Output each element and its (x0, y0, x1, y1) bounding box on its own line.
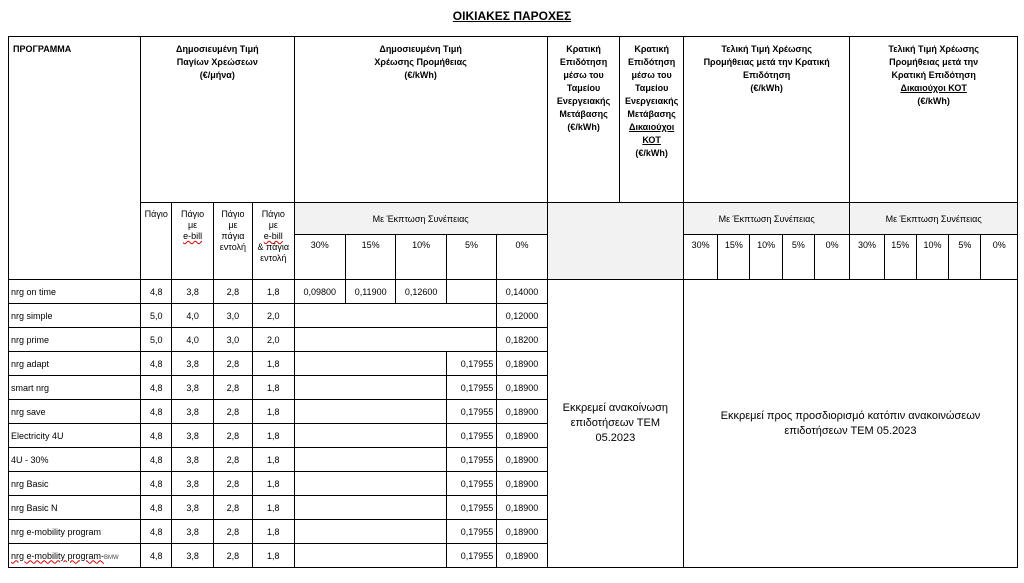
pending-subsidy-note: Εκκρεμεί ανακοίνωση επιδοτήσεων ΤΕΜ 05.2023 (547, 280, 683, 568)
price-merged-blank (294, 424, 446, 448)
discount-5-header: 5% (446, 235, 496, 280)
final-kot-discount-15-header: 15% (884, 235, 916, 280)
final-kot-discount-5-header: 5% (949, 235, 981, 280)
program-name: nrg prime (9, 328, 141, 352)
final-kot-discount-10-header: 10% (916, 235, 948, 280)
subsidy-kot-header: Κρατική Επιδότηση μέσω του Ταμείου Ενεργειακής Μετάβασης Δικαιούχοι ΚΟΤ (€/kWh) (620, 37, 684, 203)
program-name: nrg save (9, 400, 141, 424)
pagio-value: 4,8 (141, 352, 172, 376)
program-header: ΠΡΟΓΡΑΜΜΑ (9, 37, 141, 280)
price-0: 0,18900 (497, 448, 548, 472)
pagio-value: 4,8 (141, 472, 172, 496)
price-0: 0,18900 (497, 400, 548, 424)
price-5: 0,17955 (446, 352, 496, 376)
final-kot-discount-30-header: 30% (850, 235, 884, 280)
pagio-ebill-value: 3,8 (172, 448, 213, 472)
discount-30-header: 30% (294, 235, 345, 280)
pagio-both-value: 1,8 (253, 496, 294, 520)
final-discount-0-header: 0% (815, 235, 850, 280)
program-name: nrg adapt (9, 352, 141, 376)
pagio-both-value: 2,0 (253, 328, 294, 352)
pagio-ebill-value: 3,8 (172, 280, 213, 304)
pagio-entoli-value: 3,0 (213, 304, 252, 328)
price-15: 0,11900 (345, 280, 395, 304)
final-discount-15-header: 15% (718, 235, 750, 280)
price-merged-blank (294, 400, 446, 424)
program-name: nrg simple (9, 304, 141, 328)
pagio-ebill-value: 3,8 (172, 544, 213, 568)
discount-10-header: 10% (396, 235, 446, 280)
final-kot-discount-0-header: 0% (981, 235, 1018, 280)
pagio-both-value: 1,8 (253, 448, 294, 472)
final-price-kot-header: Τελική Τιμή Χρέωσης Προμήθειας μετά την Κρατική Επιδότηση Δικαιούχοι ΚΟΤ (€/kWh) (850, 37, 1018, 203)
program-name: nrg e-mobility program-BMW (9, 544, 141, 568)
pagio-both-value: 1,8 (253, 400, 294, 424)
price-5: 0,17955 (446, 376, 496, 400)
pagio-ebill-value: 3,8 (172, 376, 213, 400)
page-title: ΟΙΚΙΑΚΕΣ ΠΑΡΟΧΕΣ (452, 9, 572, 23)
price-5 (446, 280, 496, 304)
pagio-header: Πάγιο (141, 203, 172, 280)
pagio-value: 4,8 (141, 520, 172, 544)
pagio-value: 4,8 (141, 376, 172, 400)
pagio-both-value: 1,8 (253, 520, 294, 544)
discount-header-supply: Με Έκπτωση Συνέπειας (294, 203, 547, 235)
program-name: nrg on time (9, 280, 141, 304)
tariff-table (8, 36, 1018, 568)
program-name: nrg e-mobility program (9, 520, 141, 544)
price-merged-blank (294, 328, 497, 352)
pagio-ebill-value: 3,8 (172, 424, 213, 448)
discount-0-header: 0% (497, 235, 548, 280)
pagio-ebill-value: 4,0 (172, 328, 213, 352)
price-0: 0,18900 (497, 544, 548, 568)
table-row (9, 280, 1018, 304)
program-name: nrg Basic (9, 472, 141, 496)
pagio-both-value: 2,0 (253, 304, 294, 328)
subsidy-subheader-blank (547, 203, 683, 280)
subsidy-tem-header: Κρατική Επιδότηση μέσω του Ταμείου Ενεργειακής Μετάβασης (€/kWh) (547, 37, 620, 203)
pagio-entoli-value: 2,8 (213, 448, 252, 472)
discount-header-final-kot: Με Έκπτωση Συνέπειας (850, 203, 1018, 235)
price-0: 0,12000 (497, 304, 548, 328)
price-merged-blank (294, 304, 497, 328)
pagio-entoli-header: Πάγιο με πάγια εντολή (213, 203, 252, 280)
price-10: 0,12600 (396, 280, 446, 304)
price-5: 0,17955 (446, 424, 496, 448)
pagio-ebill-value: 3,8 (172, 400, 213, 424)
price-30: 0,09800 (294, 280, 345, 304)
pending-final-price-note: Εκκρεμεί προς προσδιορισμό κατόπιν ανακοινώσεων επιδοτήσεων ΤΕΜ 05.2023 (683, 280, 1017, 568)
price-merged-blank (294, 448, 446, 472)
pagio-entoli-value: 2,8 (213, 424, 252, 448)
program-name: Electricity 4U (9, 424, 141, 448)
price-merged-blank (294, 520, 446, 544)
pagio-both-value: 1,8 (253, 280, 294, 304)
price-merged-blank (294, 472, 446, 496)
final-discount-5-header: 5% (782, 235, 814, 280)
pagio-entoli-value: 2,8 (213, 496, 252, 520)
program-name-suffix: BMW (104, 554, 119, 561)
price-0: 0,18900 (497, 376, 548, 400)
pagio-entoli-value: 3,0 (213, 328, 252, 352)
pagio-both-value: 1,8 (253, 376, 294, 400)
pagio-value: 4,8 (141, 496, 172, 520)
discount-15-header: 15% (345, 235, 395, 280)
pagio-both-value: 1,8 (253, 544, 294, 568)
pagio-value: 4,8 (141, 544, 172, 568)
pagio-both-value: 1,8 (253, 472, 294, 496)
final-price-header: Τελική Τιμή Χρέωσης Προμήθειας μετά την Κρατική Επιδότηση (€/kWh) (683, 37, 849, 203)
program-name: 4U - 30% (9, 448, 141, 472)
price-5: 0,17955 (446, 400, 496, 424)
final-discount-30-header: 30% (683, 235, 717, 280)
pagio-both-value: 1,8 (253, 424, 294, 448)
pagio-value: 4,8 (141, 448, 172, 472)
pagio-entoli-value: 2,8 (213, 544, 252, 568)
price-0: 0,18900 (497, 496, 548, 520)
pagio-value: 5,0 (141, 304, 172, 328)
fixed-charges-header: Δημοσιευμένη Τιμή Παγίων Χρεώσεων (€/μήνα) (141, 37, 294, 203)
price-0: 0,18900 (497, 424, 548, 448)
pagio-both-value: 1,8 (253, 352, 294, 376)
price-0: 0,18200 (497, 328, 548, 352)
pagio-value: 4,8 (141, 400, 172, 424)
price-5: 0,17955 (446, 520, 496, 544)
program-name: smart nrg (9, 376, 141, 400)
pagio-both-header: Πάγιο με e-bill & πάγια εντολή (253, 203, 294, 280)
pagio-ebill-value: 3,8 (172, 520, 213, 544)
discount-header-final: Με Έκπτωση Συνέπειας (683, 203, 849, 235)
price-5: 0,17955 (446, 496, 496, 520)
price-0: 0,18900 (497, 472, 548, 496)
final-discount-10-header: 10% (750, 235, 782, 280)
pagio-value: 5,0 (141, 328, 172, 352)
pagio-entoli-value: 2,8 (213, 352, 252, 376)
pagio-entoli-value: 2,8 (213, 280, 252, 304)
price-5: 0,17955 (446, 448, 496, 472)
price-merged-blank (294, 544, 446, 568)
price-merged-blank (294, 496, 446, 520)
price-0: 0,18900 (497, 520, 548, 544)
pagio-entoli-value: 2,8 (213, 376, 252, 400)
pagio-ebill-value: 4,0 (172, 304, 213, 328)
price-merged-blank (294, 352, 446, 376)
price-merged-blank (294, 376, 446, 400)
program-name: nrg Basic N (9, 496, 141, 520)
price-0: 0,18900 (497, 352, 548, 376)
price-5: 0,17955 (446, 544, 496, 568)
pagio-value: 4,8 (141, 424, 172, 448)
pagio-ebill-value: 3,8 (172, 496, 213, 520)
pagio-ebill-value: 3,8 (172, 472, 213, 496)
pagio-entoli-value: 2,8 (213, 520, 252, 544)
price-0: 0,14000 (497, 280, 548, 304)
supply-charge-header: Δημοσιευμένη Τιμή Χρέωσης Προμήθειας (€/kWh) (294, 37, 547, 203)
price-5: 0,17955 (446, 472, 496, 496)
pagio-value: 4,8 (141, 280, 172, 304)
pagio-entoli-value: 2,8 (213, 472, 252, 496)
pagio-ebill-header: Πάγιο με e-bill (172, 203, 213, 280)
pagio-entoli-value: 2,8 (213, 400, 252, 424)
pagio-ebill-value: 3,8 (172, 352, 213, 376)
